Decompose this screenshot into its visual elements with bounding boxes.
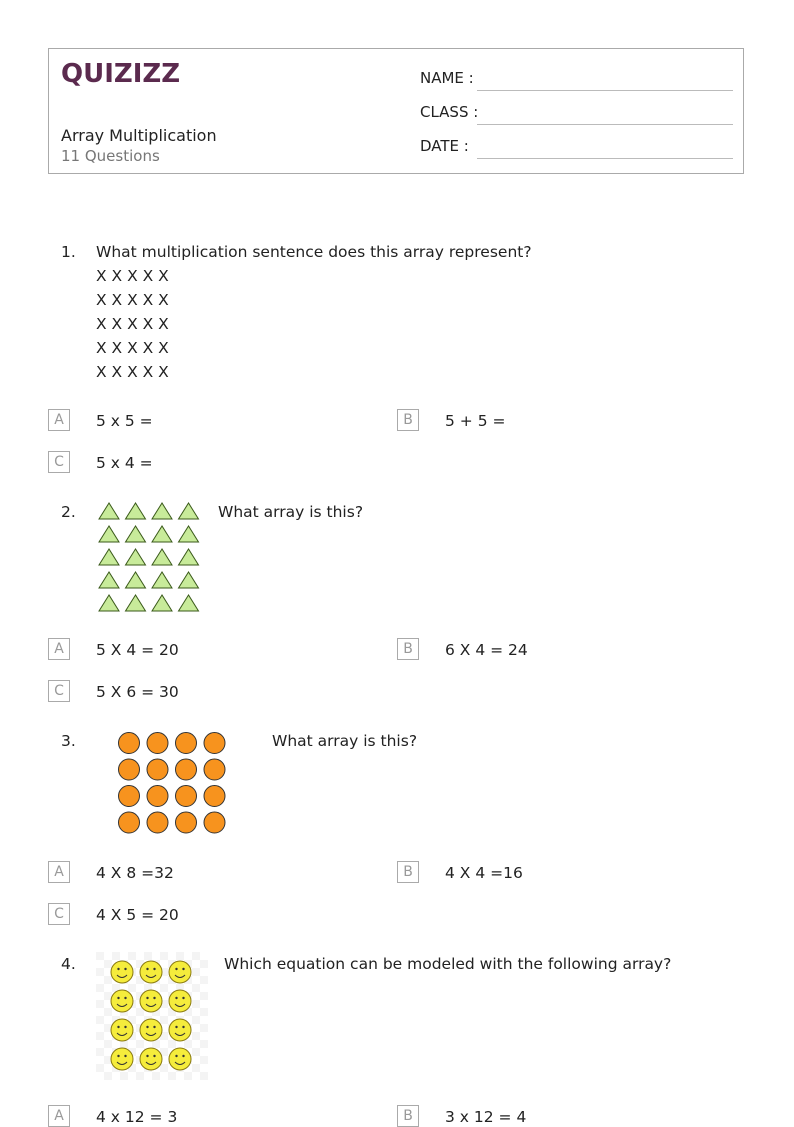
option-a-text[interactable]: 5 X 4 = 20: [96, 641, 179, 659]
option-c-box[interactable]: C: [48, 451, 70, 473]
smiley-icon: [140, 990, 162, 1012]
question-text: What multiplication sentence does this array represent?: [96, 243, 532, 261]
smiley-icon: [169, 990, 191, 1012]
question-text: What array is this?: [272, 732, 418, 750]
smiley-icon: [111, 990, 133, 1012]
circle-array-image: [96, 728, 254, 838]
array-row: X X X X X: [96, 363, 169, 381]
option-c-text[interactable]: 4 X 5 = 20: [96, 906, 179, 924]
triangle-icon: [179, 526, 199, 542]
quizizz-logo: QUIZIZZ: [61, 59, 181, 89]
option-a-box[interactable]: A: [48, 638, 70, 660]
triangle-icon: [99, 526, 119, 542]
name-label: NAME :: [420, 69, 474, 87]
triangle-icon: [126, 503, 146, 519]
circle-icon: [204, 812, 225, 833]
date-line[interactable]: [477, 158, 733, 159]
array-row: X X X X X: [96, 339, 169, 357]
question-number: 1.: [61, 243, 76, 261]
date-label: DATE :: [420, 137, 469, 155]
circle-icon: [204, 786, 225, 807]
triangle-array-image: [96, 499, 204, 615]
circle-icon: [119, 786, 140, 807]
triangle-icon: [179, 503, 199, 519]
circle-icon: [147, 733, 168, 754]
triangle-icon: [99, 549, 119, 565]
circle-icon: [119, 812, 140, 833]
question-number: 3.: [61, 732, 76, 750]
option-b-box[interactable]: B: [397, 409, 419, 431]
triangle-icon: [152, 595, 172, 611]
triangle-icon: [179, 549, 199, 565]
option-c-text[interactable]: 5 x 4 =: [96, 454, 153, 472]
option-b-text[interactable]: 5 + 5 =: [445, 412, 506, 430]
question-number: 2.: [61, 503, 76, 521]
question-count: 11 Questions: [61, 147, 160, 165]
question-number: 4.: [61, 955, 76, 973]
option-c-box[interactable]: C: [48, 903, 70, 925]
triangle-icon: [126, 526, 146, 542]
worksheet-title: Array Multiplication: [61, 126, 217, 145]
smiley-icon: [111, 1048, 133, 1070]
circle-icon: [204, 733, 225, 754]
circle-icon: [176, 812, 197, 833]
option-b-text[interactable]: 4 X 4 =16: [445, 864, 523, 882]
option-a-text[interactable]: 5 x 5 =: [96, 412, 153, 430]
smiley-icon: [140, 1019, 162, 1041]
circle-icon: [119, 733, 140, 754]
triangle-icon: [152, 572, 172, 588]
option-a-text[interactable]: 4 X 8 =32: [96, 864, 174, 882]
option-c-box[interactable]: C: [48, 680, 70, 702]
circle-icon: [147, 759, 168, 780]
circle-icon: [147, 812, 168, 833]
triangle-icon: [126, 595, 146, 611]
triangle-icon: [152, 526, 172, 542]
question-text: What array is this?: [218, 503, 364, 521]
class-line[interactable]: [477, 124, 733, 125]
smiley-array-image: [96, 952, 208, 1080]
triangle-icon: [179, 572, 199, 588]
triangle-icon: [152, 503, 172, 519]
circle-icon: [147, 786, 168, 807]
circle-icon: [176, 759, 197, 780]
option-c-text[interactable]: 5 X 6 = 30: [96, 683, 179, 701]
option-b-box[interactable]: B: [397, 638, 419, 660]
option-a-box[interactable]: A: [48, 1105, 70, 1127]
option-a-box[interactable]: A: [48, 861, 70, 883]
circle-icon: [119, 759, 140, 780]
smiley-icon: [140, 1048, 162, 1070]
triangle-icon: [99, 503, 119, 519]
question-text: Which equation can be modeled with the following array?: [224, 955, 672, 973]
triangle-icon: [126, 572, 146, 588]
triangle-icon: [152, 549, 172, 565]
option-b-text[interactable]: 6 X 4 = 24: [445, 641, 528, 659]
option-b-box[interactable]: B: [397, 1105, 419, 1127]
worksheet-header: [48, 48, 744, 174]
option-a-box[interactable]: A: [48, 409, 70, 431]
option-a-text[interactable]: 4 x 12 = 3: [96, 1108, 178, 1126]
triangle-icon: [126, 549, 146, 565]
smiley-icon: [169, 1048, 191, 1070]
option-b-text[interactable]: 3 x 12 = 4: [445, 1108, 527, 1126]
circle-icon: [176, 786, 197, 807]
smiley-icon: [169, 961, 191, 983]
triangle-icon: [99, 572, 119, 588]
smiley-icon: [169, 1019, 191, 1041]
smiley-icon: [140, 961, 162, 983]
date-field[interactable]: [420, 137, 733, 159]
circle-icon: [204, 759, 225, 780]
smiley-icon: [111, 961, 133, 983]
array-row: X X X X X: [96, 291, 169, 309]
name-field[interactable]: [420, 69, 733, 91]
triangle-icon: [99, 595, 119, 611]
array-row: X X X X X: [96, 267, 169, 285]
class-field[interactable]: [420, 103, 733, 125]
triangle-icon: [179, 595, 199, 611]
option-b-box[interactable]: B: [397, 861, 419, 883]
name-line[interactable]: [477, 90, 733, 91]
smiley-icon: [111, 1019, 133, 1041]
array-row: X X X X X: [96, 315, 169, 333]
class-label: CLASS :: [420, 103, 479, 121]
circle-icon: [176, 733, 197, 754]
